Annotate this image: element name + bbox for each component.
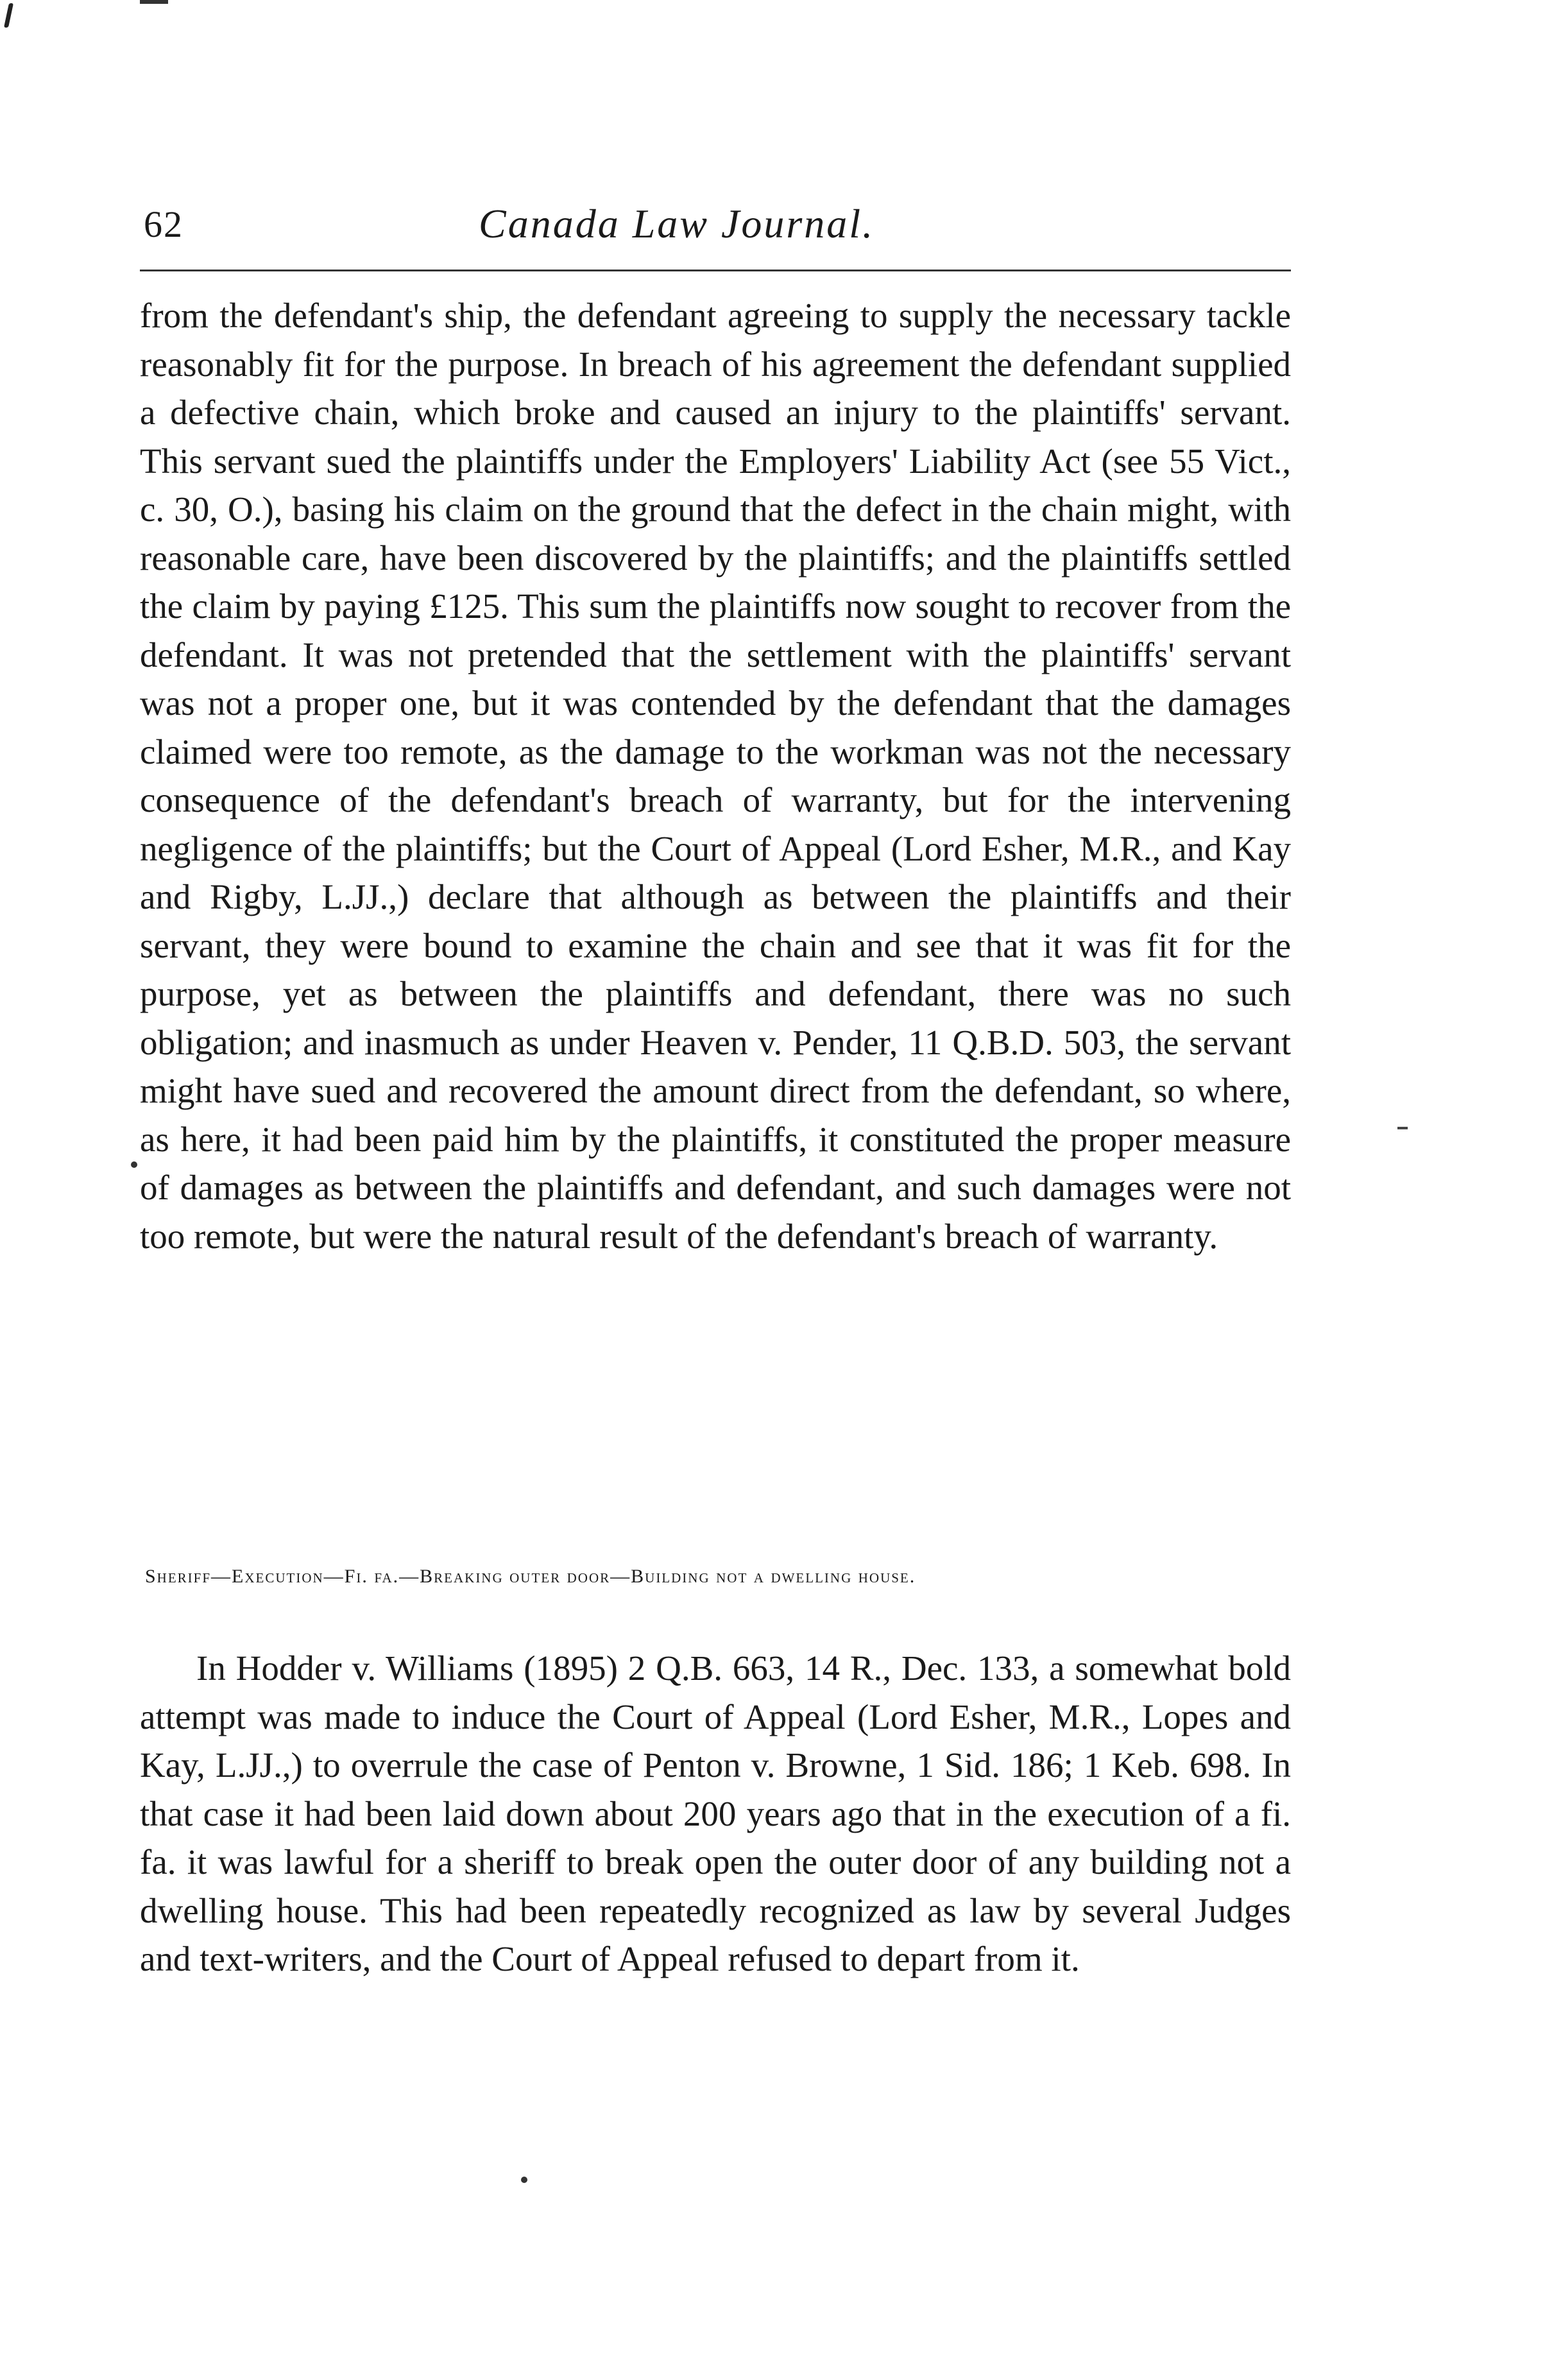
- stray-dot: [521, 2177, 527, 2183]
- scan-dash: [140, 0, 168, 4]
- running-title: Canada Law Journal.: [479, 201, 875, 246]
- margin-dash: [1397, 1127, 1408, 1129]
- page-header: [144, 198, 1318, 255]
- margin-dot: [131, 1161, 137, 1168]
- scan-mark: [4, 3, 13, 28]
- paragraph-hodder: In Hodder v. Williams (1895) 2 Q.B. 663, 14 R., Dec. 133, a somewhat bold attempt was made to induce the Court of Appeal (Lord Esher, M.R., Lopes and Kay, L.JJ.,) to overrule the case of Penton v. Browne, 1 Sid. 186; 1 Keb. 698. In that case it had been laid down about 200 years ago that in the execution of a fi. fa. it was lawful for a sheriff to break open the outer door of any building not a dwelling house. This had been repeatedly recognized as law by several Judges and text-writers, and the Court of Appeal refused to depart from it.: [140, 1648, 1291, 1978]
- header-rule: [140, 270, 1291, 271]
- section-heading: Sheriff—Execution—Fi. fa.—Breaking outer door—Building not a dwelling house.: [145, 1566, 916, 1587]
- page-number: 62: [144, 203, 184, 245]
- paragraph-continuation: from the defendant's ship, the defendant agreeing to supply the necessary tackle reasonably fit for the purpose. In breach of his agreement the defendant supplied a defective chain, which broke and caused an injury to the plaintiffs' servant. This servant sued the plaintiffs under the Employers' Liability Act (see 55 Vict., c. 30, O.), basing his claim on the ground that the defect in the chain might, with reasonable care, have been discovered by the plaintiffs; and the plaintiffs settled the claim by paying £125. This sum the plaintiffs now sought to recover from the defendant. It was not pretended that the settlement with the plaintiffs' servant was not a proper one, but it was contended by the defendant that the damages claimed were too remote, as the damage to the workman was not the necessary consequence of the defendant's breach of warranty, but for the intervening negligence of the plaintiffs; but the Court of Appeal (Lord Esher, M.R., and Kay and Rigby, L.JJ.,) declare that although as between the plaintiffs and their servant, they were bound to examine the chain and see that it was fit for the purpose, yet as between the plaintiffs and defendant, there was no such obligation; and inasmuch as under Heaven v. Pender, 11 Q.B.D. 503, the servant might have sued and recovered the amount direct from the defendant, so where, as here, it had been paid him by the plaintiffs, it constituted the proper measure of damages as between the plaintiffs and defendant, and such damages were not too remote, but were the natural result of the defendant's breach of warranty.: [140, 296, 1291, 1256]
